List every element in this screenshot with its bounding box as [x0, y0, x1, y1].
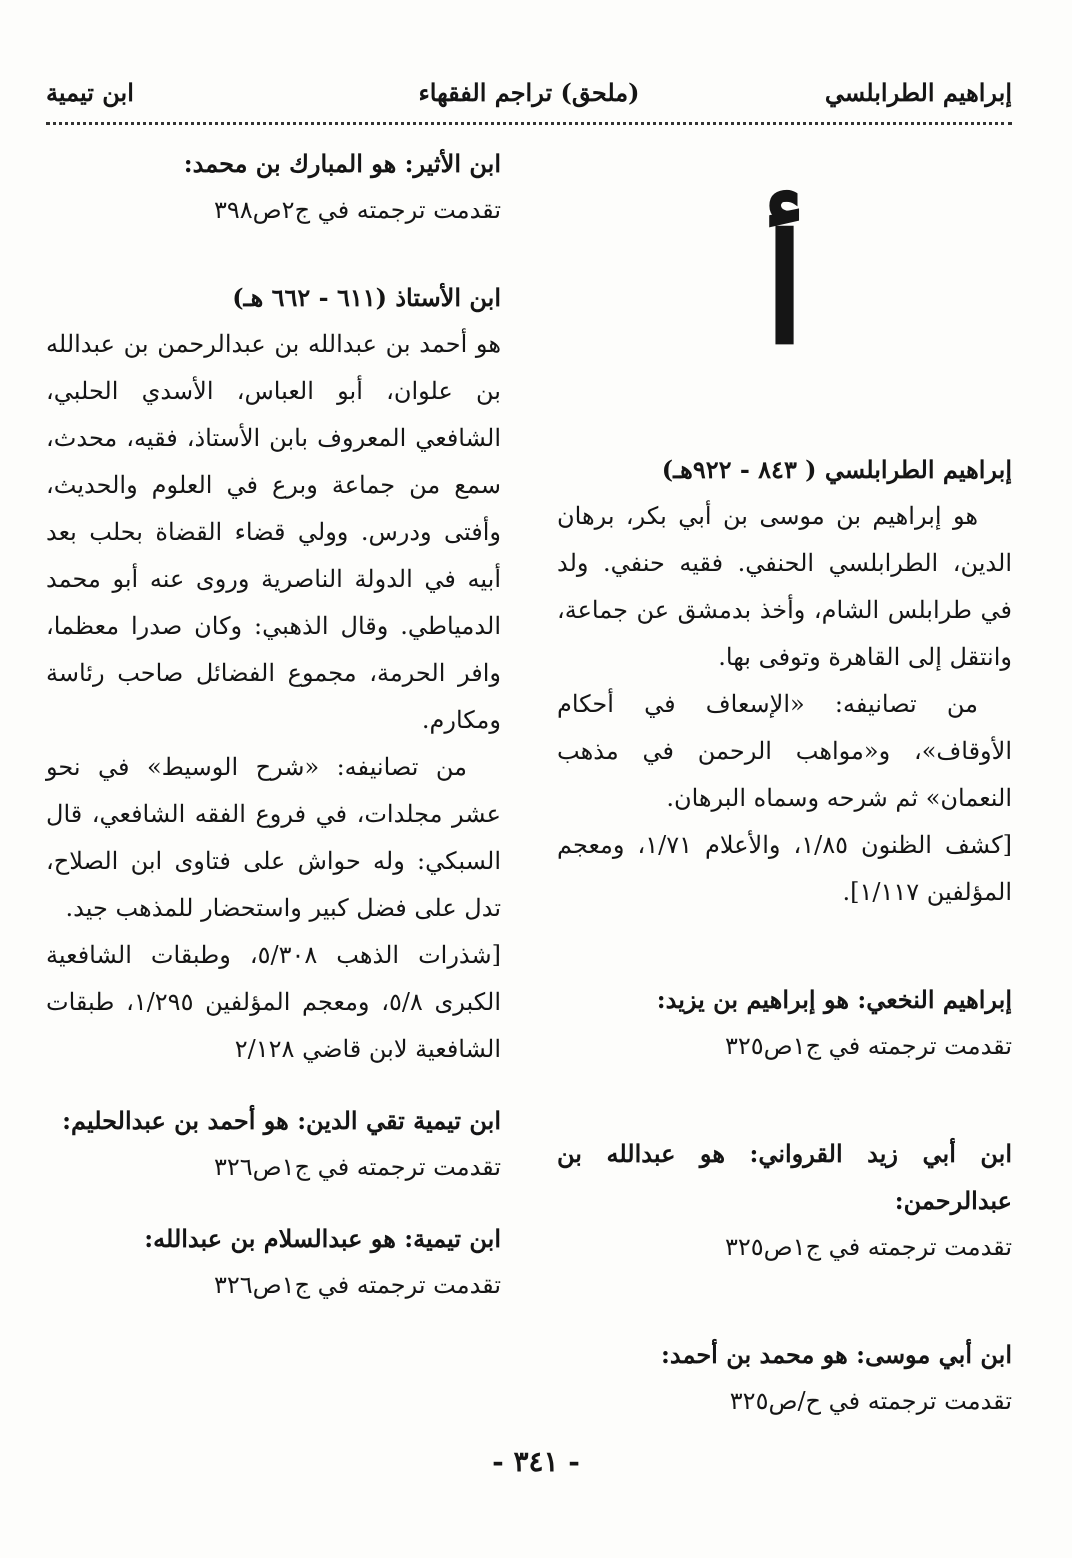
- entry-title: ابن الأثير: هو المبارك بن محمد:: [183, 149, 501, 178]
- entry-cross-reference: تقدمت ترجمته في ح/ص٣٢٥: [729, 1387, 1012, 1415]
- header-left-title: ابن تيمية: [46, 78, 134, 107]
- entry-paragraph: هو إبراهيم بن موسى بن أبي بكر، برهان الدين، الطرابلسي الحنفي. فقيه حنفي. ولد في طرابلس الشام، وأخذ بدمشق عن جماعة، وانتقل إلى القاهرة وتوفى بها.: [557, 502, 1012, 671]
- entry-cross-reference: تقدمت ترجمته في ج٢ص٣٩٨: [213, 196, 501, 224]
- entry-ibn-abi-zayd: [557, 1130, 1012, 1271]
- entry-ibn-abi-musa: [557, 1331, 1012, 1425]
- page-number: - ٣٤١ -: [492, 1445, 580, 1478]
- entry-paragraph: هو أحمد بن عبدالله بن عبدالرحمن بن عبدالله بن علوان، أبو العباس، الأسدي الحلبي، الشافعي المعروف بابن الأستاذ، فقيه، محدث، سمع من جماعة وبرع في العلوم والحديث، وأفتى ودرس. وولي قضاء القضاة بحلب بعد أبيه في الدولة الناصرية وروى عنه أبو محمد الدمياطي. وقال الذهبي: وكان صدرا معظما، وافر الحرمة، مجموع الفضائل صاحب رئاسة ومكارم.: [46, 330, 501, 734]
- entry-ibn-taymiyya: [46, 1215, 501, 1309]
- entry-title: ابن الأستاذ (٦١١ - ٦٦٢ هـ): [232, 283, 501, 312]
- entry-title: إبراهيم الطرابلسي ( ٨٤٣ - ٩٢٢هـ): [661, 455, 1012, 484]
- entry-title: ابن أبي زيد القرواني: هو عبدالله بن عبدالرحمن:: [557, 1139, 1012, 1215]
- entry-ibn-al-ustadh: [46, 274, 501, 1073]
- entry-paragraph: من تصانيفه: «الإسعاف في أحكام الأوقاف»، و«مواهب الرحمن في مذهب النعمان» ثم شرحه وسماه البرهان.: [557, 690, 1012, 812]
- header-right-title: إبراهيم الطرابلسي: [824, 78, 1012, 107]
- entry-ibrahim-tarabulsi: [557, 446, 1012, 916]
- entry-title: ابن تيمية تقي الدين: هو أحمد بن عبدالحليم:: [62, 1106, 501, 1135]
- entry-ibrahim-nakhai: [557, 976, 1012, 1070]
- header-center-title: (ملحق) تراجم الفقهاء: [418, 78, 640, 107]
- right-column: [557, 140, 1012, 1425]
- entry-cross-reference: تقدمت ترجمته في ج١ص٣٢٥: [724, 1032, 1012, 1060]
- running-header: [46, 78, 1012, 116]
- entry-ibn-taymiyya-taqi-al-din: [46, 1097, 501, 1191]
- left-column: [46, 140, 501, 1309]
- section-letter: أ: [763, 202, 806, 378]
- entry-paragraph: من تصانيفه: «شرح الوسيط» في نحو عشر مجلدات، في فروع الفقه الشافعي، قال السبكي: وله حواش على فتاوى ابن الصلاح، تدل على فضل كبير واستحضار للمذهب جيد.: [46, 753, 501, 922]
- header-divider: [46, 122, 1012, 125]
- entry-cross-reference: تقدمت ترجمته في ج١ص٣٢٦: [213, 1271, 501, 1299]
- entry-references: [شذرات الذهب ٥/٣٠٨، وطبقات الشافعية الكبرى ٥/٨، ومعجم المؤلفين ١/٢٩٥، طبقات الشافعية لابن قاضي ٢/١٢٨: [46, 941, 502, 1063]
- entry-title: إبراهيم النخعي: هو إبراهيم بن يزيد:: [656, 985, 1012, 1014]
- entry-references: [كشف الظنون ١/٨٥، والأعلام ١/٧١، ومعجم المؤلفين ١/١١٧].: [557, 831, 1012, 906]
- entry-ibn-al-athir: [46, 140, 501, 234]
- entry-cross-reference: تقدمت ترجمته في ج١ص٣٢٦: [213, 1153, 501, 1181]
- entry-cross-reference: تقدمت ترجمته في ج١ص٣٢٥: [724, 1233, 1012, 1261]
- entry-title: ابن أبي موسى: هو محمد بن أحمد:: [661, 1340, 1012, 1369]
- entry-title: ابن تيمية: هو عبدالسلام بن عبدالله:: [144, 1224, 501, 1253]
